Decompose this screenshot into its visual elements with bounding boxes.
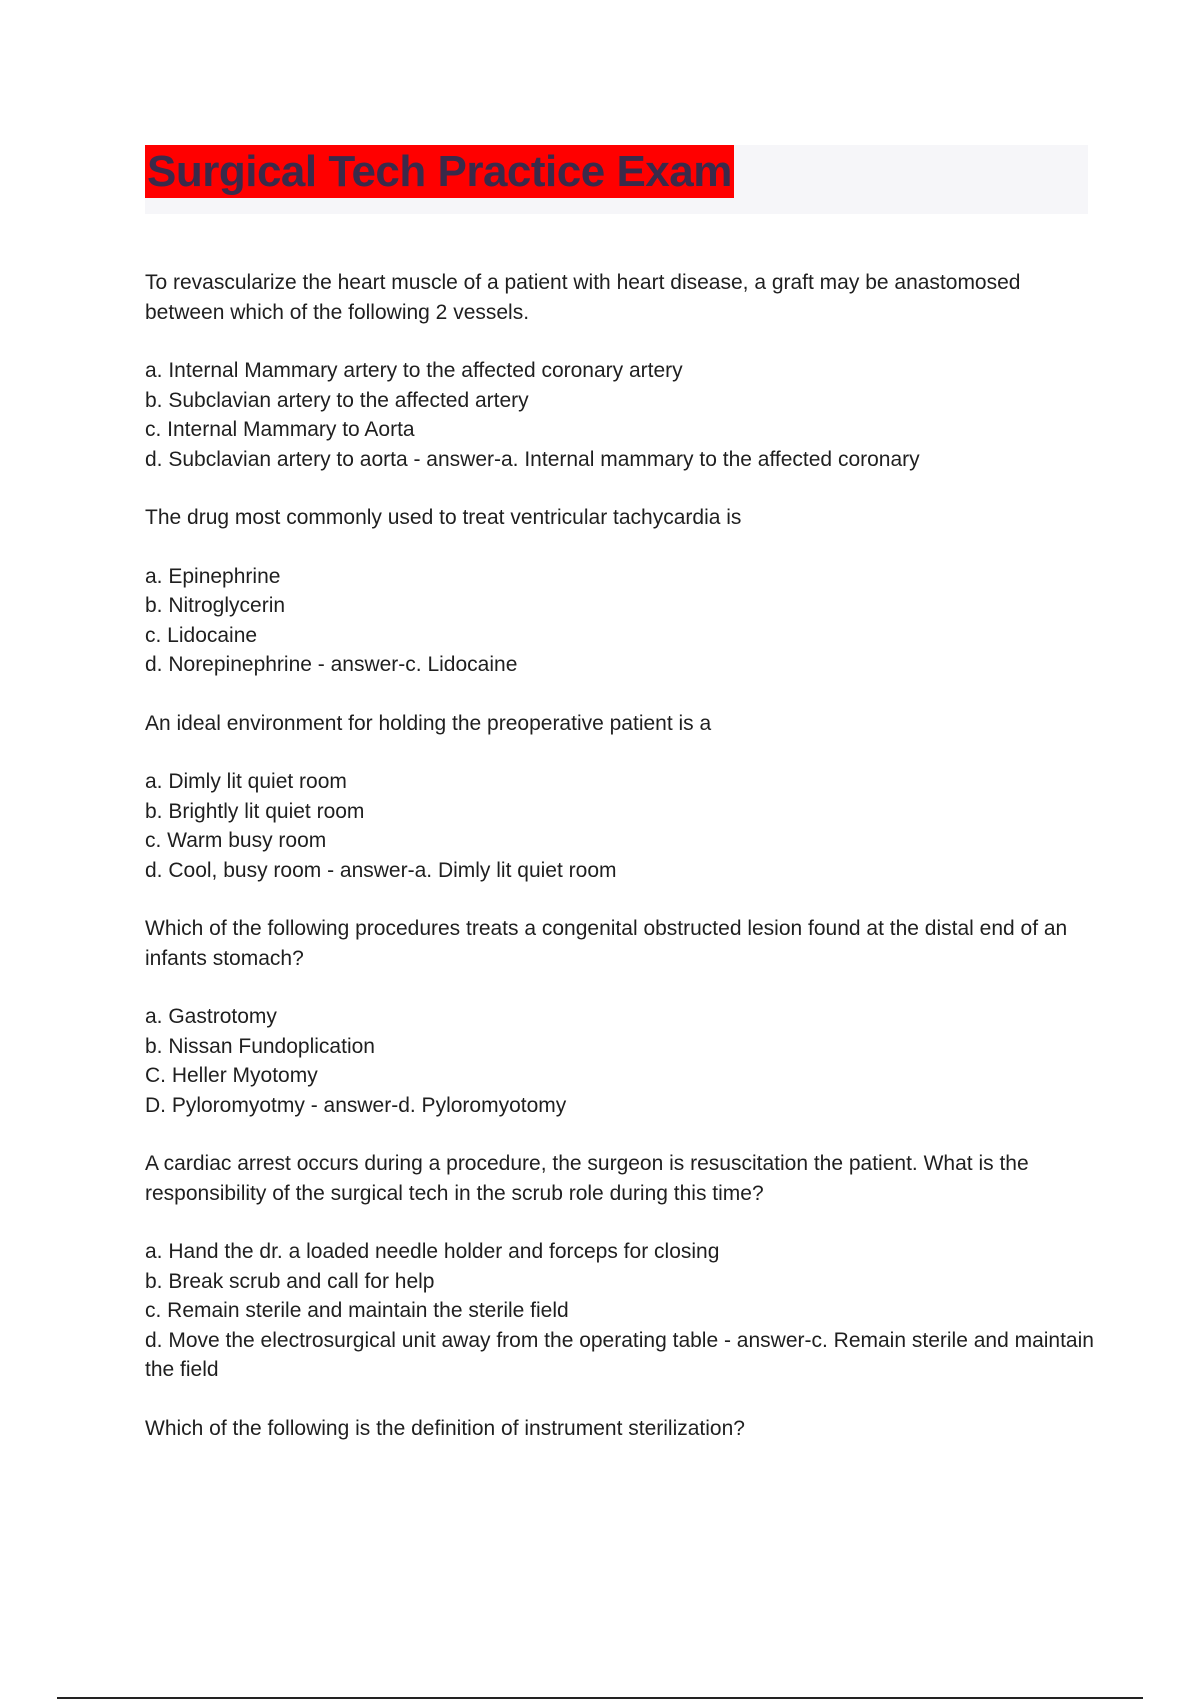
answer-option: b. Subclavian artery to the affected artery (145, 388, 529, 412)
answer-option: c. Warm busy room (145, 829, 327, 852)
answer-option: a. Epinephrine (145, 564, 281, 588)
answer-option: b. Nissan Fundoplication (145, 1034, 375, 1058)
question-block (145, 709, 1095, 886)
question-block (145, 914, 1095, 1120)
answer-option: a. Hand the dr. a loaded needle holder and forceps for closing (145, 1240, 720, 1263)
question-text: An ideal environment for holding the preoperative patient is a (145, 711, 712, 735)
answer-options (145, 767, 1095, 885)
answer-option: c. Lidocaine (145, 623, 258, 647)
page-title: Surgical Tech Practice Exam (147, 147, 732, 196)
answer-option: D. Pyloromyotmy - answer-d. Pyloromyotomy (145, 1093, 567, 1117)
answer-option: d. Move the electrosurgical unit away from the operating table - answer-c. Remain sterile and maintain the field (145, 1328, 1094, 1381)
question-text: The drug most commonly used to treat ventricular tachycardia is (145, 506, 742, 529)
question-text: To revascularize the heart muscle of a patient with heart disease, a graft may be anastomosed between which of the following 2 vessels. (145, 271, 1021, 324)
question-block (145, 503, 1095, 680)
answer-option: d. Norepinephrine - answer-c. Lidocaine (145, 653, 518, 676)
footer-divider (57, 1697, 1143, 1699)
question-text: Which of the following is the definition of instrument sterilization? (145, 1416, 745, 1440)
answer-option: c. Remain sterile and maintain the sterile field (145, 1299, 569, 1322)
answer-option: d. Subclavian artery to aorta - answer-a. Internal mammary to the affected coronary (145, 447, 920, 471)
answer-options (145, 1002, 1095, 1120)
answer-option: a. Internal Mammary artery to the affected coronary artery (145, 359, 683, 382)
question-block (145, 268, 1095, 474)
answer-option: b. Brightly lit quiet room (145, 799, 365, 823)
answer-option: d. Cool, busy room - answer-a. Dimly lit quiet room (145, 858, 617, 882)
answer-options (145, 1237, 1095, 1385)
question-text: A cardiac arrest occurs during a procedure, the surgeon is resuscitation the patient. What is the responsibility of the surgical tech in the scrub role during this time? (145, 1152, 1029, 1205)
answer-option: b. Nitroglycerin (145, 594, 286, 617)
question-block (145, 1414, 1095, 1444)
answer-option: C. Heller Myotomy (145, 1064, 318, 1087)
answer-option: b. Break scrub and call for help (145, 1269, 435, 1293)
answer-option: a. Dimly lit quiet room (145, 770, 347, 793)
answer-options (145, 562, 1095, 680)
question-text: Which of the following procedures treats a congenital obstructed lesion found at the distal end of an infants stomach? (145, 917, 1068, 970)
answer-options (145, 356, 1095, 474)
answer-option: a. Gastrotomy (145, 1005, 277, 1028)
question-block (145, 1149, 1095, 1385)
answer-option: c. Internal Mammary to Aorta (145, 418, 415, 441)
title-highlight (145, 145, 734, 198)
question-list (145, 268, 1095, 1472)
